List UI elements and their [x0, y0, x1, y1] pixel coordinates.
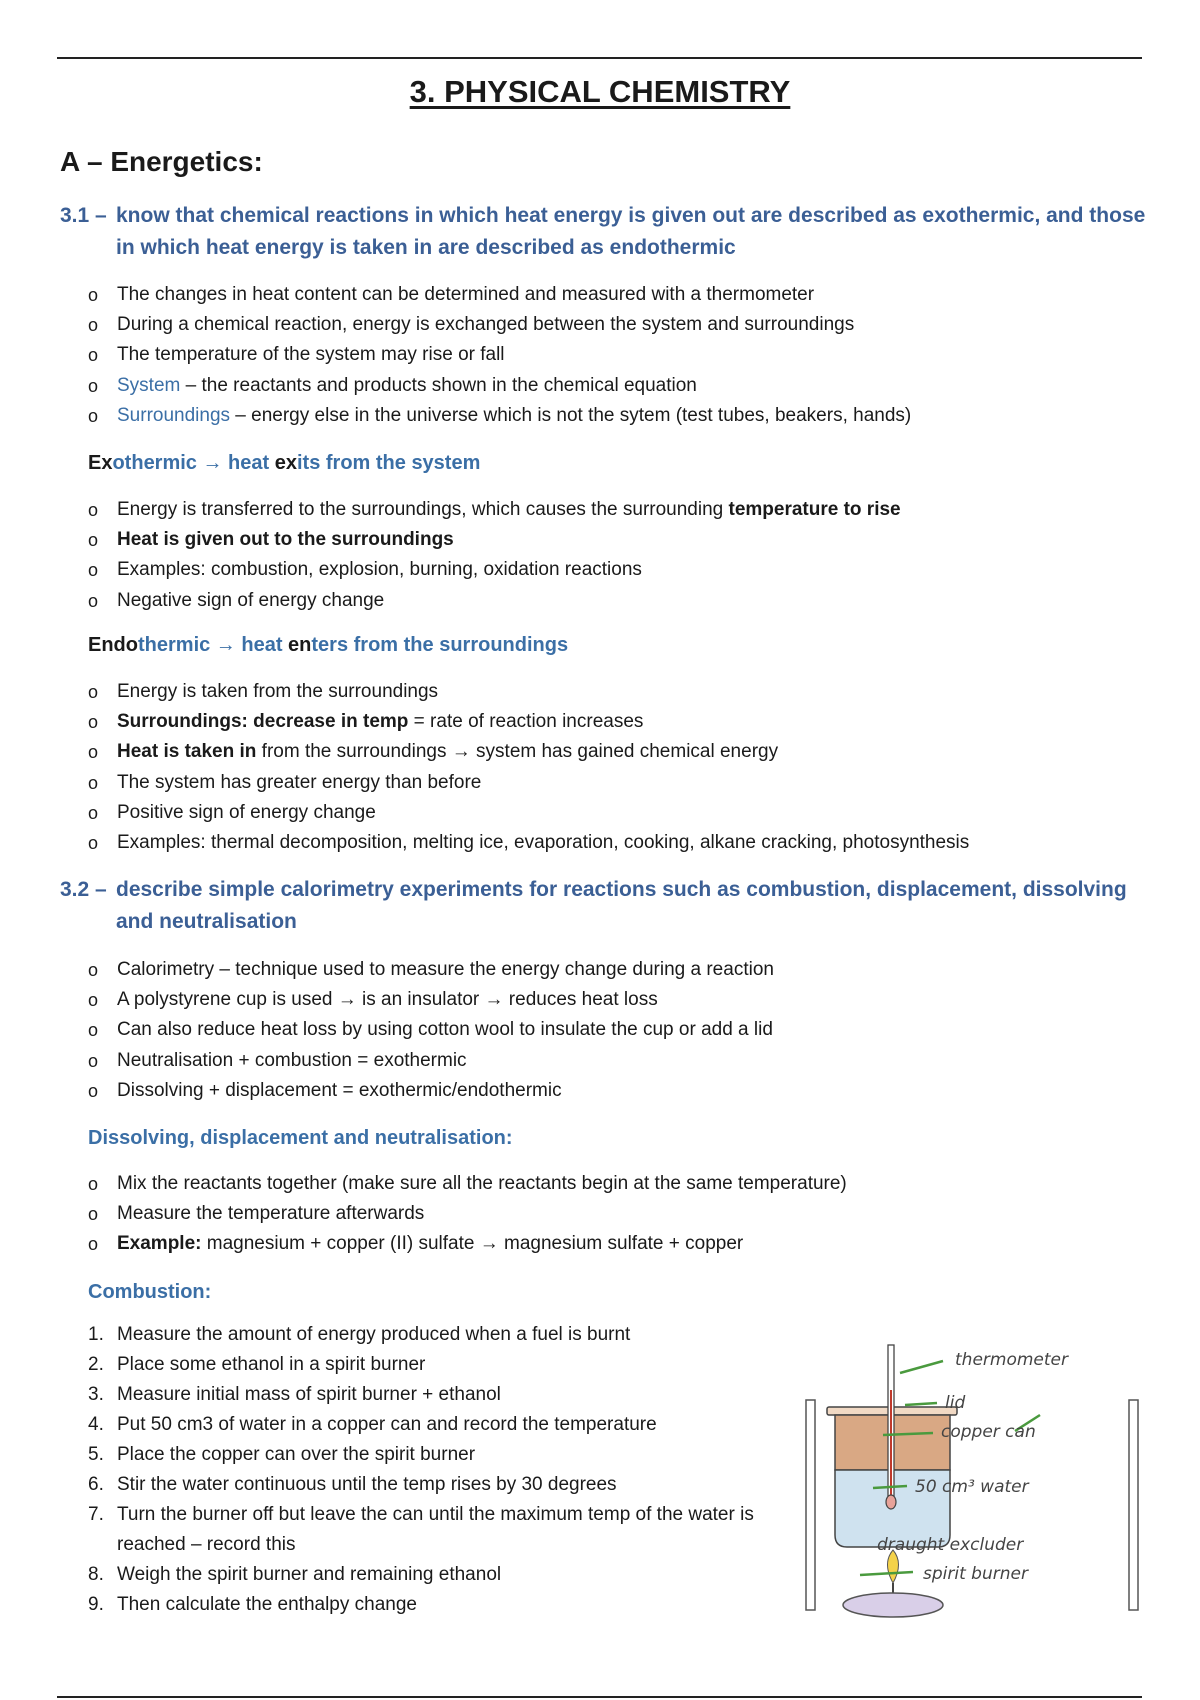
step-number: 4.	[88, 1414, 104, 1435]
endo-b2-text: = rate of reaction increases	[408, 711, 644, 733]
endo-en: en	[288, 634, 312, 656]
step-text: Weigh the spirit burner and remaining ethanol	[117, 1564, 502, 1585]
draught-excluder-left	[806, 1400, 815, 1610]
list-item: o Mix the reactants together (make sure all the reactants begin at the same temperature)	[88, 1169, 847, 1199]
step-text: Measure the amount of energy produced when a fuel is burnt	[117, 1324, 631, 1345]
list-item	[88, 1470, 768, 1500]
list-item: o Energy is taken from the surroundings	[88, 677, 969, 707]
arrow-lid	[905, 1403, 937, 1405]
exo-arrow: → heat	[196, 452, 275, 474]
exothermic-list	[88, 495, 901, 616]
spec-text-line2: in which heat energy is taken in are described as endothermic	[116, 236, 736, 259]
spec-text-line2: and neutralisation	[116, 910, 297, 933]
dissolving-list	[88, 1169, 847, 1260]
list-item	[88, 1229, 847, 1259]
list-item	[88, 1440, 768, 1470]
step-number: 5.	[88, 1444, 104, 1465]
list-item: o During a chemical reaction, energy is exchanged between the system and surroundings	[88, 310, 911, 340]
endothermic-heading	[88, 634, 568, 657]
example-text: magnesium + copper (II) sulfate → magnesium sulfate + copper	[201, 1233, 744, 1255]
list-item	[88, 1350, 768, 1380]
step-number: 7.	[88, 1504, 104, 1525]
list-item	[88, 401, 911, 431]
thermometer-mercury	[890, 1390, 892, 1500]
list-item	[88, 1410, 768, 1440]
list-item	[88, 707, 969, 737]
step-text: Turn the burner off but leave the can until the maximum temp of the water is reached – record this	[117, 1504, 754, 1555]
endo-b2-bold: Surroundings: decrease in temp	[117, 711, 409, 733]
top-rule	[57, 57, 1142, 59]
spec-number: 3.2 –	[60, 878, 107, 901]
label-copper-can: copper can	[941, 1422, 1036, 1442]
step-number: 1.	[88, 1324, 104, 1345]
system-definition: – the reactants and products shown in the chemical equation	[180, 374, 697, 396]
list-item	[88, 1590, 768, 1620]
exo-rest: its from the system	[296, 452, 481, 474]
arrow-thermometer	[900, 1361, 943, 1373]
list-item	[88, 737, 969, 767]
list-item	[88, 1500, 768, 1560]
exo-ex: ex	[274, 452, 297, 474]
exo-prefix: Ex	[88, 452, 113, 474]
spirit-burner	[843, 1593, 943, 1617]
bottom-rule	[57, 1696, 1142, 1698]
list-item: o Examples: thermal decomposition, melting ice, evaporation, cooking, alkane cracking, photosynthesis	[88, 828, 969, 858]
list-item	[88, 1560, 768, 1590]
dissolving-heading: Dissolving, displacement and neutralisation:	[88, 1127, 513, 1149]
endo-b3-text: from the surroundings → system has gained chemical energy	[256, 741, 779, 763]
exo-b2-bold: Heat is given out to the surroundings	[117, 529, 454, 551]
label-lid: lid	[945, 1393, 966, 1413]
label-thermometer: thermometer	[955, 1350, 1068, 1370]
step-number: 2.	[88, 1354, 104, 1375]
list-item: o Examples: combustion, explosion, burning, oxidation reactions	[88, 555, 901, 585]
list-item	[88, 1320, 768, 1350]
step-number: 8.	[88, 1564, 104, 1585]
calorimeter-diagram	[765, 1335, 1145, 1630]
endothermic-list	[88, 677, 969, 858]
endo-suffix: thermic	[138, 634, 211, 656]
spec-number: 3.1 –	[60, 204, 107, 227]
label-spirit-burner: spirit burner	[923, 1564, 1028, 1584]
label-water: 50 cm³ water	[915, 1477, 1029, 1497]
surroundings-definition: – energy else in the universe which is not the sytem (test tubes, beakers, hands)	[230, 404, 912, 426]
list-item	[88, 371, 911, 401]
step-number: 9.	[88, 1594, 104, 1615]
combustion-heading: Combustion:	[88, 1281, 212, 1303]
intro-list	[88, 280, 911, 431]
exothermic-heading	[88, 452, 480, 475]
spec-3-1	[60, 200, 1150, 264]
label-draught-excluder: draught excluder	[877, 1535, 1024, 1555]
endo-b3-bold: Heat is taken in	[117, 741, 257, 763]
surroundings-term: Surroundings	[117, 404, 231, 426]
list-item	[88, 1380, 768, 1410]
list-item: o Measure the temperature afterwards	[88, 1199, 847, 1229]
endo-rest: ters from the surroundings	[311, 634, 569, 656]
calorimetry-list	[88, 955, 774, 1106]
combustion-steps	[88, 1320, 768, 1620]
step-number: 6.	[88, 1474, 104, 1495]
step-text: Place some ethanol in a spirit burner	[117, 1354, 426, 1375]
arrow-burner	[860, 1572, 913, 1575]
system-term: System	[117, 374, 181, 396]
list-item: o The temperature of the system may rise or fall	[88, 340, 911, 370]
step-text: Put 50 cm3 of water in a copper can and record the temperature	[117, 1414, 657, 1435]
list-item	[88, 495, 901, 525]
step-text: Stir the water continuous until the temp rises by 30 degrees	[117, 1474, 617, 1495]
page-title: 3. PHYSICAL CHEMISTRY	[409, 74, 791, 109]
list-item: o Negative sign of energy change	[88, 586, 901, 616]
list-item: o Positive sign of energy change	[88, 798, 969, 828]
step-text: Then calculate the enthalpy change	[117, 1594, 417, 1615]
list-item: o A polystyrene cup is used → is an insulator → reduces heat loss	[88, 985, 774, 1015]
draught-excluder-right	[1129, 1400, 1138, 1610]
list-item: o Neutralisation + combustion = exothermic	[88, 1046, 774, 1076]
thermometer-bulb	[886, 1495, 896, 1509]
example-label: Example:	[117, 1233, 202, 1255]
list-item: o Dissolving + displacement = exothermic/endothermic	[88, 1076, 774, 1106]
spec-3-2	[60, 874, 1150, 938]
list-item: o The changes in heat content can be determined and measured with a thermometer	[88, 280, 911, 310]
list-item: o Calorimetry – technique used to measure the energy change during a reaction	[88, 955, 774, 985]
step-number: 3.	[88, 1384, 104, 1405]
endo-arrow: → heat	[210, 634, 289, 656]
step-text: Measure initial mass of spirit burner + ethanol	[117, 1384, 501, 1405]
spec-text-line1: describe simple calorimetry experiments for reactions such as combustion, displacement, dissolving	[116, 878, 1127, 901]
list-item: o Can also reduce heat loss by using cotton wool to insulate the cup or add a lid	[88, 1015, 774, 1045]
exo-suffix: othermic	[112, 452, 197, 474]
list-item: o The system has greater energy than before	[88, 768, 969, 798]
endo-prefix: Endo	[88, 634, 138, 656]
exo-b1-bold: temperature to rise	[728, 499, 901, 520]
spec-text-line1: know that chemical reactions in which heat energy is given out are described as exothermic, and those	[116, 204, 1146, 227]
section-heading: A – Energetics:	[60, 146, 263, 177]
list-item	[88, 525, 901, 555]
exo-b1-text: Energy is transferred to the surroundings, which causes the surrounding	[117, 499, 729, 520]
step-text: Place the copper can over the spirit burner	[117, 1444, 476, 1465]
